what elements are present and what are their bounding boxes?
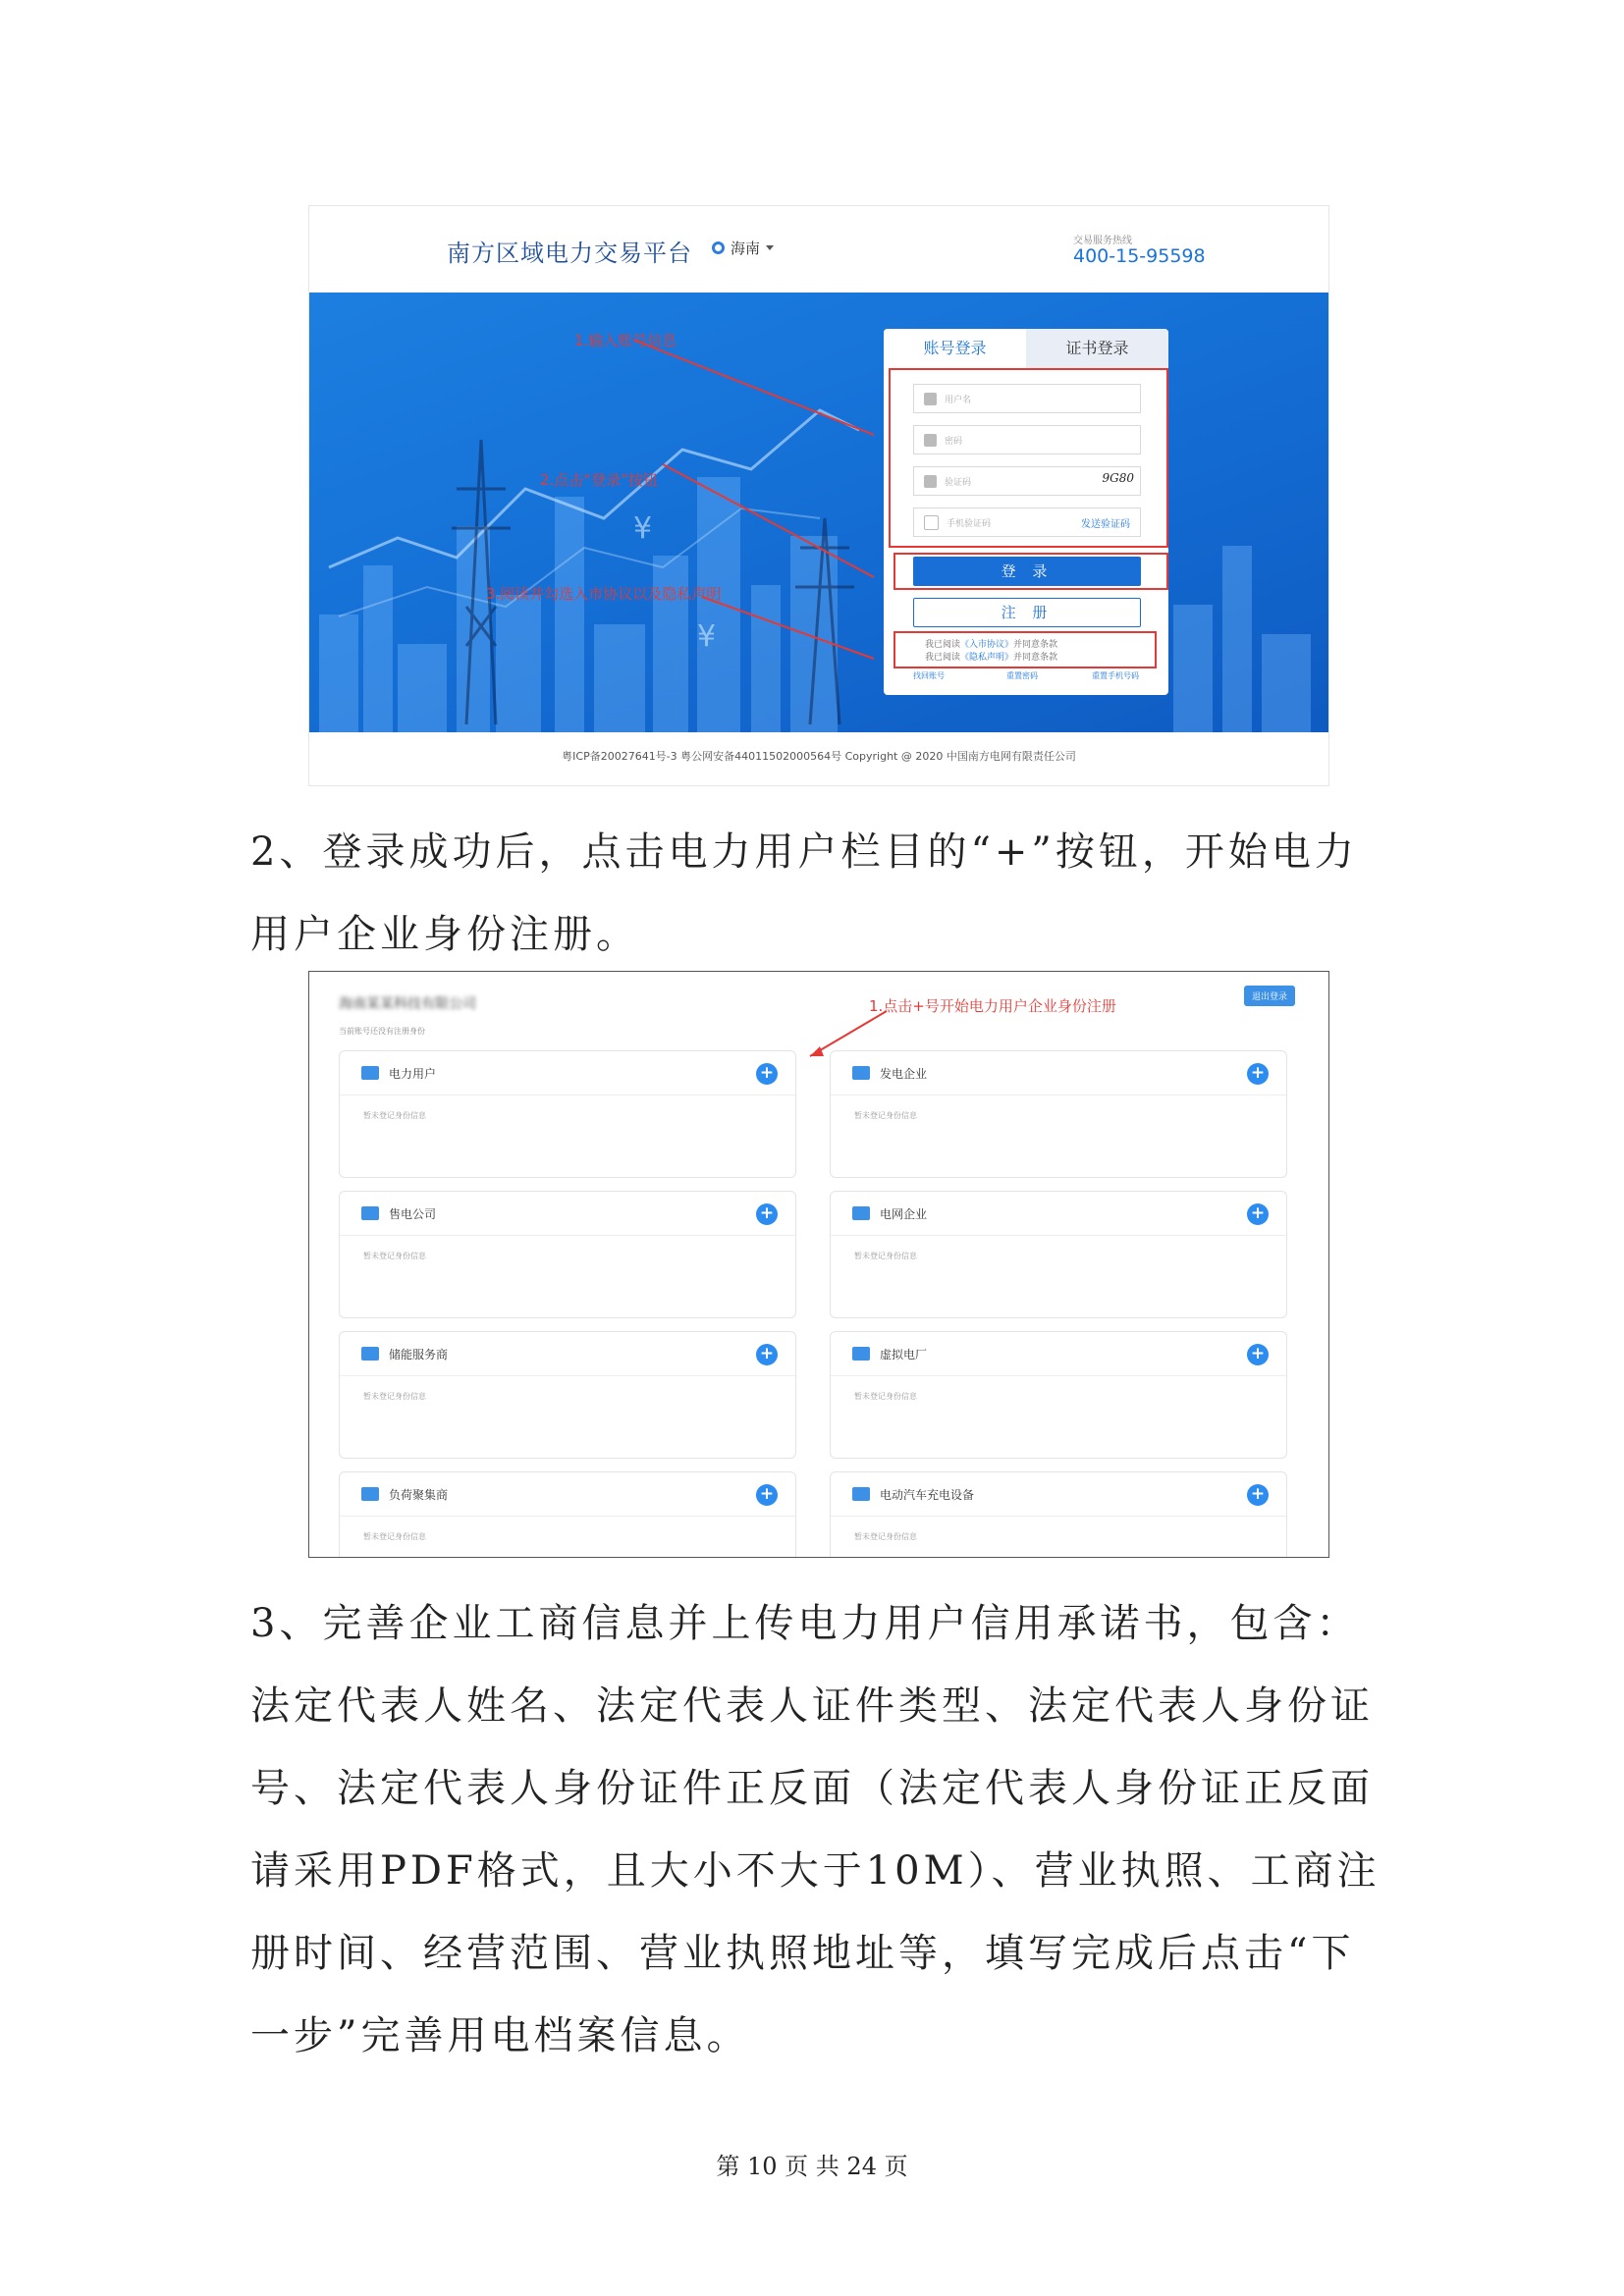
role-registration-screenshot bbox=[308, 971, 1329, 1558]
paragraph-step-2: 2、登录成功后，点击电力用户栏目的“+”按钮，开始电力用户企业身份注册。 bbox=[250, 829, 1358, 957]
svg-text:¥: ¥ bbox=[633, 511, 653, 546]
role-icon bbox=[852, 1347, 870, 1361]
role-card-header bbox=[831, 1192, 1286, 1236]
tab-account-login[interactable]: 账号登录 bbox=[884, 329, 1026, 368]
hotline-number: 400-15-95598 bbox=[1073, 245, 1206, 267]
role-card-empty-text: 暂未登记身份信息 bbox=[363, 1392, 426, 1401]
send-code-link[interactable]: 发送验证码 bbox=[1081, 519, 1130, 530]
annotation-box-agreement bbox=[893, 631, 1157, 668]
add-role-button[interactable]: + bbox=[756, 1063, 778, 1085]
role-icon bbox=[361, 1206, 379, 1220]
role-card-empty-text: 暂未登记身份信息 bbox=[854, 1532, 917, 1541]
role-card-header bbox=[340, 1332, 795, 1376]
login-page-screenshot bbox=[308, 205, 1329, 786]
tab-certificate-login[interactable]: 证书登录 bbox=[1026, 329, 1168, 368]
add-role-button[interactable]: + bbox=[1247, 1203, 1269, 1225]
add-role-button[interactable]: + bbox=[1247, 1484, 1269, 1506]
role-card bbox=[830, 1050, 1287, 1178]
role-card-title: 虚拟电厂 bbox=[880, 1348, 928, 1362]
role-card-empty-text: 暂未登记身份信息 bbox=[854, 1111, 917, 1120]
add-role-button[interactable]: + bbox=[756, 1344, 778, 1365]
role-card bbox=[339, 1191, 796, 1318]
role-card-empty-text: 暂未登记身份信息 bbox=[363, 1532, 426, 1541]
agreement-prefix: 我已阅读 bbox=[925, 653, 961, 663]
role-card bbox=[339, 1050, 796, 1178]
role-card-header bbox=[831, 1332, 1286, 1376]
agreement-suffix: 并同意条款 bbox=[1013, 653, 1058, 663]
role-card-title: 电动汽车充电设备 bbox=[880, 1488, 975, 1502]
agreement-prefix: 我已阅读 bbox=[925, 640, 961, 650]
decorative-graphics bbox=[309, 293, 1329, 732]
captcha-placeholder: 验证码 bbox=[945, 477, 972, 488]
annotation-box-login bbox=[893, 553, 1168, 590]
role-card-header bbox=[831, 1051, 1286, 1095]
role-card bbox=[339, 1331, 796, 1459]
svg-text:¥: ¥ bbox=[697, 619, 717, 654]
region-selector[interactable] bbox=[712, 238, 774, 258]
role-card-header bbox=[831, 1472, 1286, 1517]
login-banner bbox=[309, 293, 1329, 732]
recover-account-link[interactable]: 找回账号 bbox=[913, 671, 945, 680]
role-card-title: 电力用户 bbox=[389, 1067, 437, 1081]
role-icon bbox=[852, 1206, 870, 1220]
role-card-title: 负荷聚集商 bbox=[389, 1488, 449, 1502]
role-card-header bbox=[340, 1051, 795, 1095]
password-placeholder: 密码 bbox=[945, 436, 963, 447]
platform-title: 南方区域电力交易平台 bbox=[447, 240, 692, 267]
role-card-empty-text: 暂未登记身份信息 bbox=[363, 1252, 426, 1260]
add-role-button[interactable]: + bbox=[1247, 1344, 1269, 1365]
location-pin-icon bbox=[712, 241, 725, 254]
role-card-header bbox=[340, 1192, 795, 1236]
role-card-empty-text: 暂未登记身份信息 bbox=[854, 1392, 917, 1401]
hotline-label: 交易服务热线 bbox=[1073, 236, 1132, 246]
company-name: 海南某某科技有限公司 bbox=[339, 996, 476, 1012]
reset-phone-link[interactable]: 重置手机号码 bbox=[1092, 671, 1139, 680]
login-tabs bbox=[884, 329, 1168, 368]
role-card bbox=[830, 1471, 1287, 1558]
add-role-button[interactable]: + bbox=[756, 1484, 778, 1506]
role-icon bbox=[852, 1487, 870, 1501]
market-agreement-link[interactable]: 《入市协议》 bbox=[960, 640, 1014, 650]
role-card-title: 储能服务商 bbox=[389, 1348, 449, 1362]
annotation-step-1: 1.输入账号信息 bbox=[574, 332, 677, 349]
role-card bbox=[830, 1191, 1287, 1318]
captcha-image[interactable]: 9G80 bbox=[1102, 471, 1134, 485]
annotation-step-3: 3.阅读并勾选入市协议以及隐私声明 bbox=[486, 585, 722, 603]
role-icon bbox=[361, 1487, 379, 1501]
annotation-add-role: 1.点击+号开始电力用户企业身份注册 bbox=[869, 997, 1116, 1015]
role-card bbox=[830, 1331, 1287, 1459]
sms-placeholder: 手机验证码 bbox=[947, 518, 992, 529]
reset-password-link[interactable]: 重置密码 bbox=[1006, 671, 1038, 680]
account-status: 当前账号还没有注册身份 bbox=[339, 1027, 425, 1036]
login-footer: 粤ICP备20027641号-3 粤公网安备44011502000564号 Copyright @ 2020 中国南方电网有限责任公司 bbox=[562, 750, 1076, 763]
page-number: 第 10 页 共 24 页 bbox=[716, 2153, 908, 2180]
region-label: 海南 bbox=[731, 240, 761, 257]
role-card-title: 售电公司 bbox=[389, 1207, 437, 1221]
role-icon bbox=[361, 1066, 379, 1080]
agreement-suffix: 并同意条款 bbox=[1013, 640, 1058, 650]
username-placeholder: 用户名 bbox=[945, 395, 972, 405]
annotation-box-credentials bbox=[889, 368, 1168, 548]
paragraph-step-3: 3、完善企业工商信息并上传电力用户信用承诺书，包含：法定代表人姓名、法定代表人证件类型、法定代表人身份证号、法定代表人身份证件正反面（法定代表人身份证正反面请采用PDF格式，且大小不大于10M）、营业执照、工商注册时间、经营范围、营业执照地址等，填写完成后点击“下一步”完善用电档案信息。 bbox=[250, 1601, 1380, 2058]
role-card-title: 发电企业 bbox=[880, 1067, 928, 1081]
role-icon bbox=[361, 1347, 379, 1361]
role-card-title: 电网企业 bbox=[880, 1207, 928, 1221]
add-role-button[interactable]: + bbox=[1247, 1063, 1269, 1085]
add-role-button[interactable]: + bbox=[756, 1203, 778, 1225]
login-header bbox=[309, 206, 1328, 293]
register-button[interactable]: 注 册 bbox=[913, 598, 1141, 627]
role-card bbox=[339, 1471, 796, 1558]
logout-button[interactable]: 退出登录 bbox=[1244, 986, 1295, 1006]
chevron-down-icon bbox=[766, 245, 774, 250]
role-icon bbox=[852, 1066, 870, 1080]
role-card-empty-text: 暂未登记身份信息 bbox=[854, 1252, 917, 1260]
privacy-statement-link[interactable]: 《隐私声明》 bbox=[960, 653, 1014, 663]
role-card-header bbox=[340, 1472, 795, 1517]
role-card-empty-text: 暂未登记身份信息 bbox=[363, 1111, 426, 1120]
annotation-step-2: 2.点击“登录”按钮 bbox=[540, 471, 658, 489]
login-button[interactable]: 登 录 bbox=[913, 557, 1141, 586]
